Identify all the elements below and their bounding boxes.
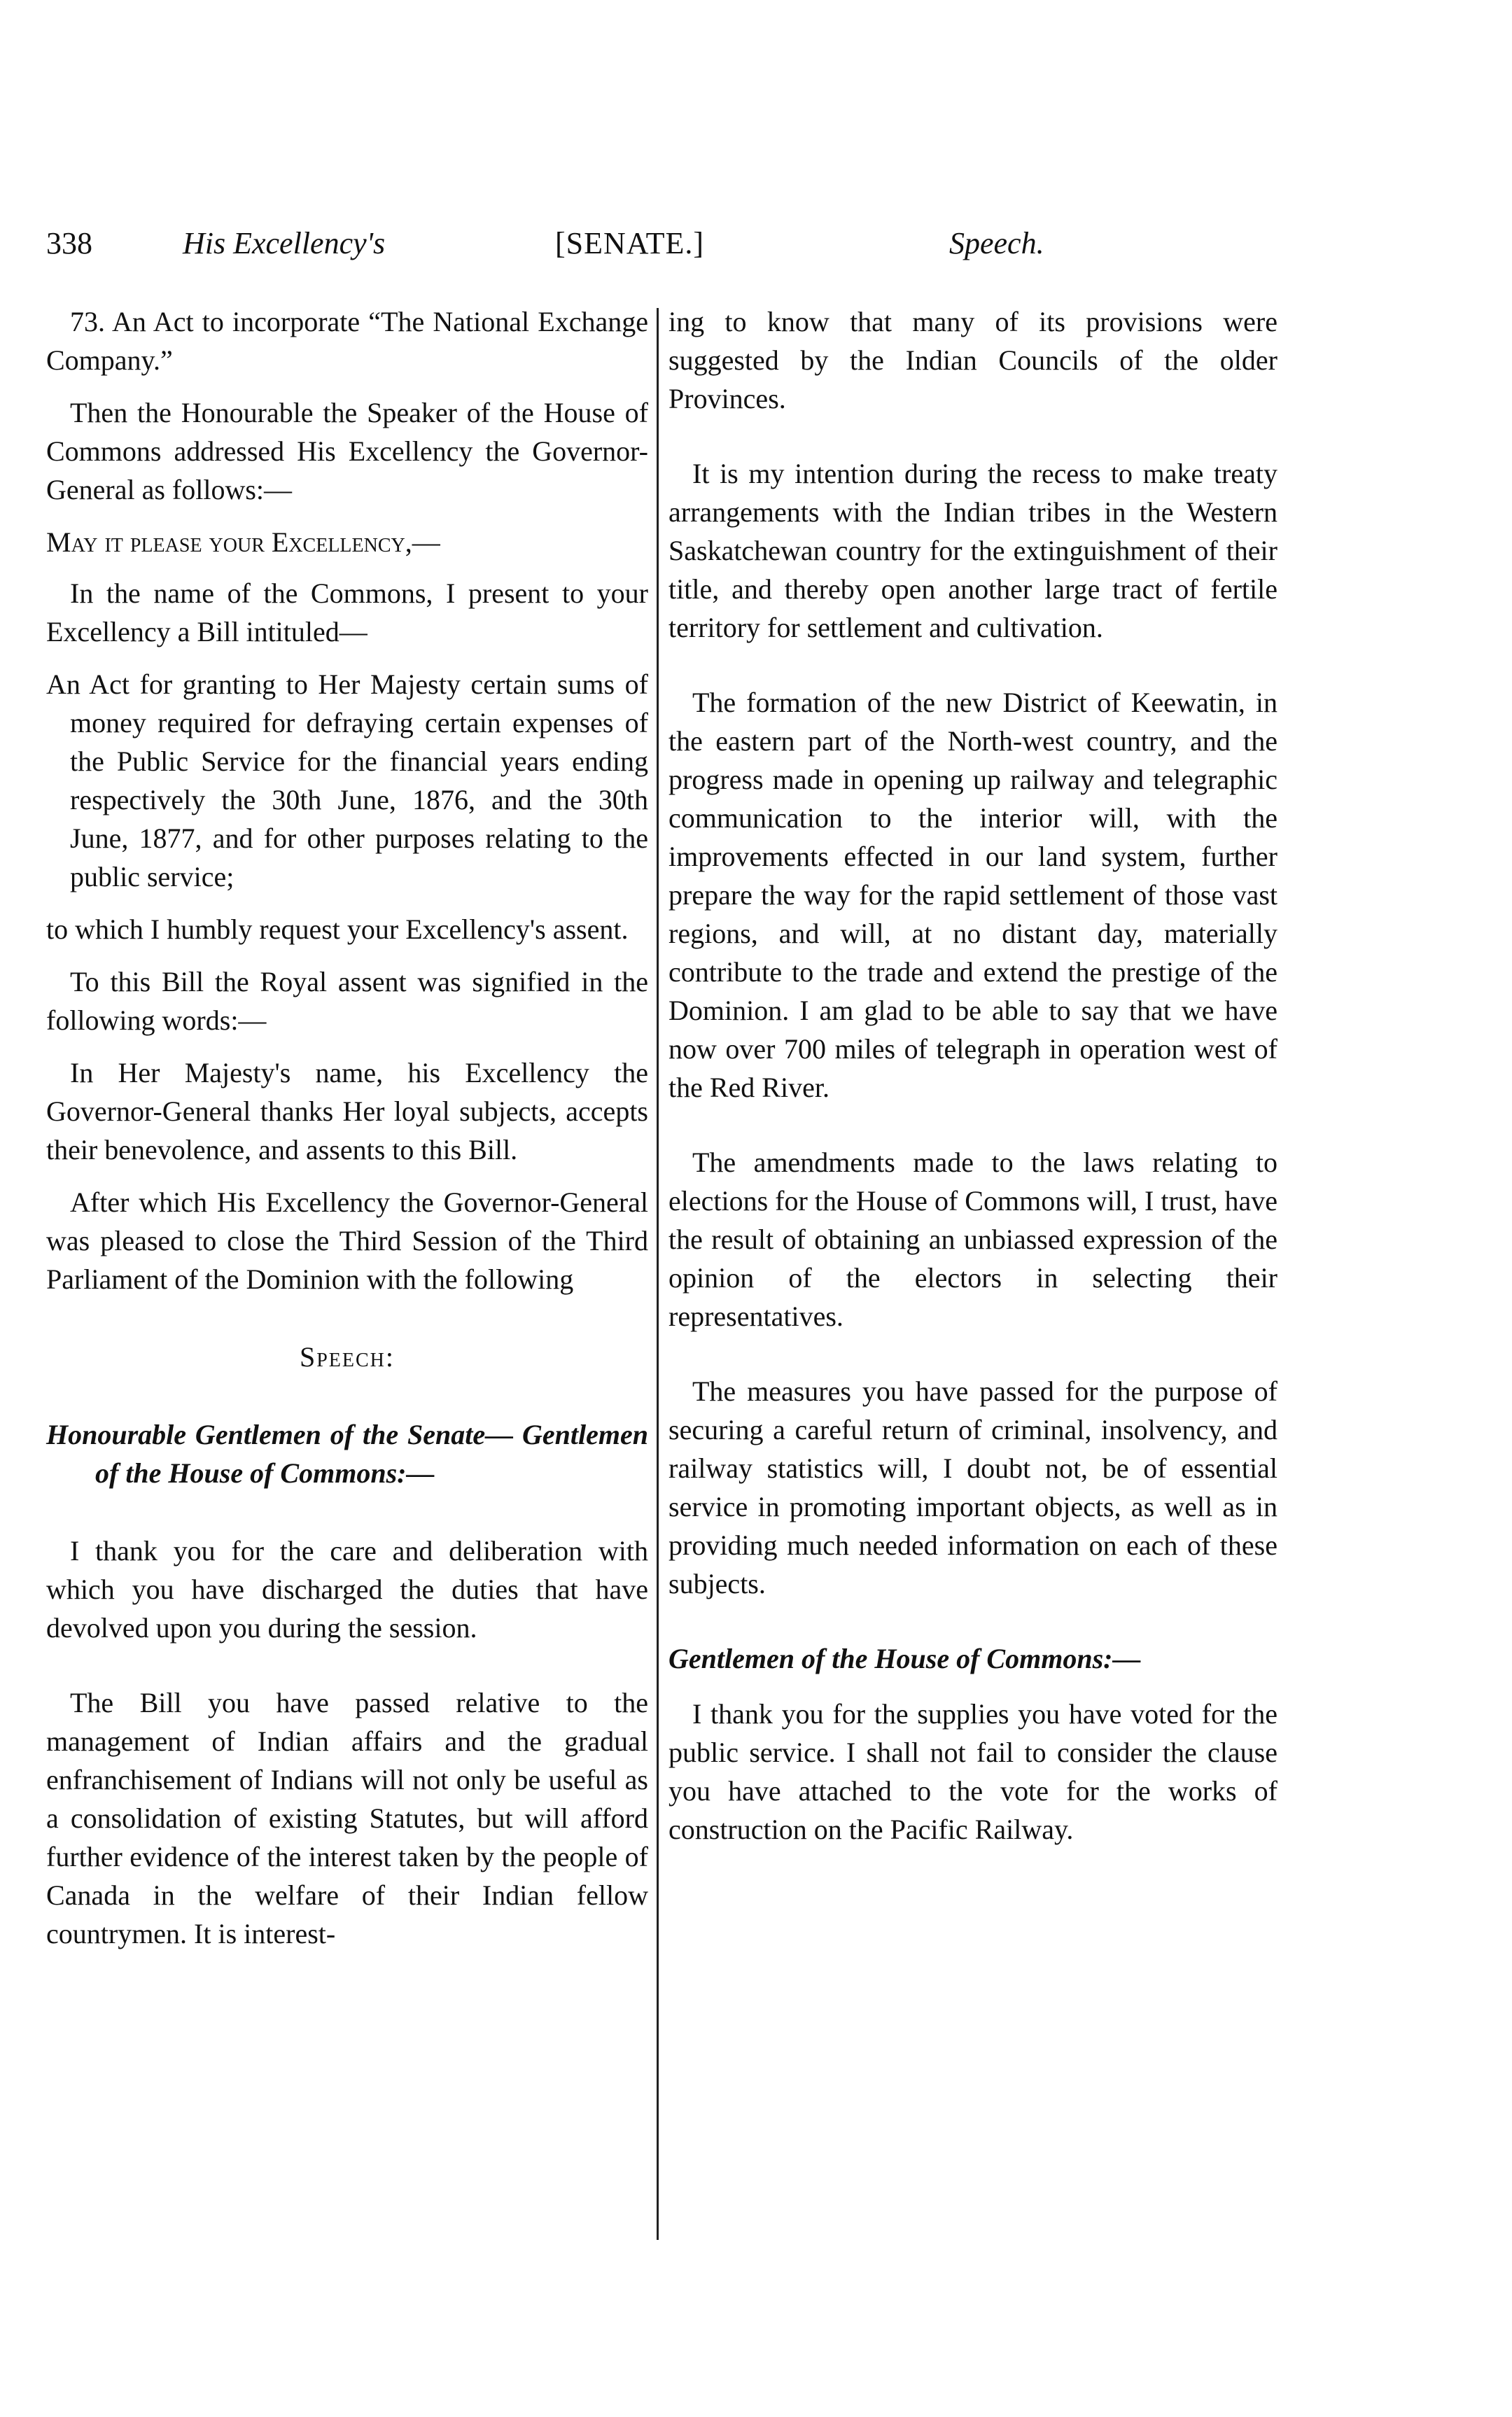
royal-assent-paragraph: To this Bill the Royal assent was signified in the following words:—	[46, 966, 648, 1036]
right-column	[668, 302, 1278, 1863]
speech-heading: Speech:	[299, 1341, 396, 1373]
indian-affairs-paragraph: The Bill you have passed relative to the management of Indian affairs and the gradual enfranchisement of Indians will not only be useful as a consolidation of existing Statutes, but will afford further evidence of the interest taken by the people of Canada in the welfare of their Indian fellow countrymen. It is interest-	[46, 1687, 648, 1949]
indian-councils-paragraph: ing to know that many of its provisions were suggested by the Indian Councils of the older Provinces.	[668, 306, 1278, 414]
commons-presentation-paragraph: In the name of the Commons, I present to your Excellency a Bill intituled—	[46, 577, 648, 647]
running-head-right: Speech.	[949, 226, 1044, 260]
act-73-paragraph: 73. An Act to incorporate “The National Exchange Company.”	[46, 306, 648, 376]
elections-paragraph: The amendments made to the laws relating to elections for the House of Commons will, I trust, have the result of obtaining an unbiassed expression of the opinion of the electors in selecting their representatives.	[668, 1147, 1278, 1332]
running-head-center: [SENATE.]	[555, 226, 705, 260]
thanks-paragraph: In Her Majesty's name, his Excellency the Governor-General thanks Her loyal subjects, accepts their benevolence, and assents to this Bill.	[46, 1057, 648, 1165]
assent-request-paragraph: to which I humbly request your Excellency's assent.	[46, 913, 629, 945]
running-head	[46, 223, 1278, 265]
treaty-paragraph: It is my intention during the recess to make treaty arrangements with the Indian tribes in the Western Saskatchewan country for the extinguishment of their title, and thereby open another large tract of fertile territory for settlement and cultivation.	[668, 458, 1278, 643]
commons-subheading: Gentlemen of the House of Commons:—	[668, 1643, 1141, 1674]
left-column	[46, 302, 648, 1967]
statistics-paragraph: The measures you have passed for the purpose of securing a careful return of criminal, insolvency, and railway statistics will, I doubt not, be of essential service in promoting important objects, as well as in providing much needed information on each of these subjects.	[668, 1375, 1278, 1599]
formal-address: May it please your Excellency,—	[46, 526, 440, 558]
speech-salutation: Honourable Gentlemen of the Senate— Gentlemen of the House of Commons:—	[46, 1419, 648, 1489]
supplies-paragraph: I thank you for the supplies you have voted for the public service. I shall not fail to consider the clause you have attached to the vote for the works of construction on the Pacific Railway.	[668, 1698, 1278, 1845]
speech-thanks-paragraph: I thank you for the care and deliberation with which you have discharged the duties that have devolved upon you during the session.	[46, 1535, 648, 1644]
closing-session-paragraph: After which His Excellency the Governor-General was pleased to close the Third Session of the Third Parliament of the Dominion with the following	[46, 1186, 648, 1295]
running-head-left: His Excellency's	[183, 226, 386, 260]
speaker-address-paragraph: Then the Honourable the Speaker of the House of Commons addressed His Excellency the Governor-General as follows:—	[46, 397, 648, 505]
page-number: 338	[46, 226, 92, 260]
bill-title-paragraph: An Act for granting to Her Majesty certain sums of money required for defraying certain expenses of the Public Service for the financial years ending respectively the 30th June, 1876, and the 30th June, 1877, and for other purposes relating to the public service;	[46, 668, 648, 892]
keewatin-paragraph: The formation of the new District of Keewatin, in the eastern part of the North-west country, and the progress made in opening up railway and telegraphic communication to the interior will, with the improvements effected in our land system, further prepare the way for the rapid settlement of those vast regions, and will, at no distant day, materially contribute to the trade and extend the prestige of the Dominion. I am glad to be able to say that we have now over 700 miles of telegraph in operation west of the Red River.	[668, 687, 1278, 1103]
column-divider	[657, 308, 659, 2240]
